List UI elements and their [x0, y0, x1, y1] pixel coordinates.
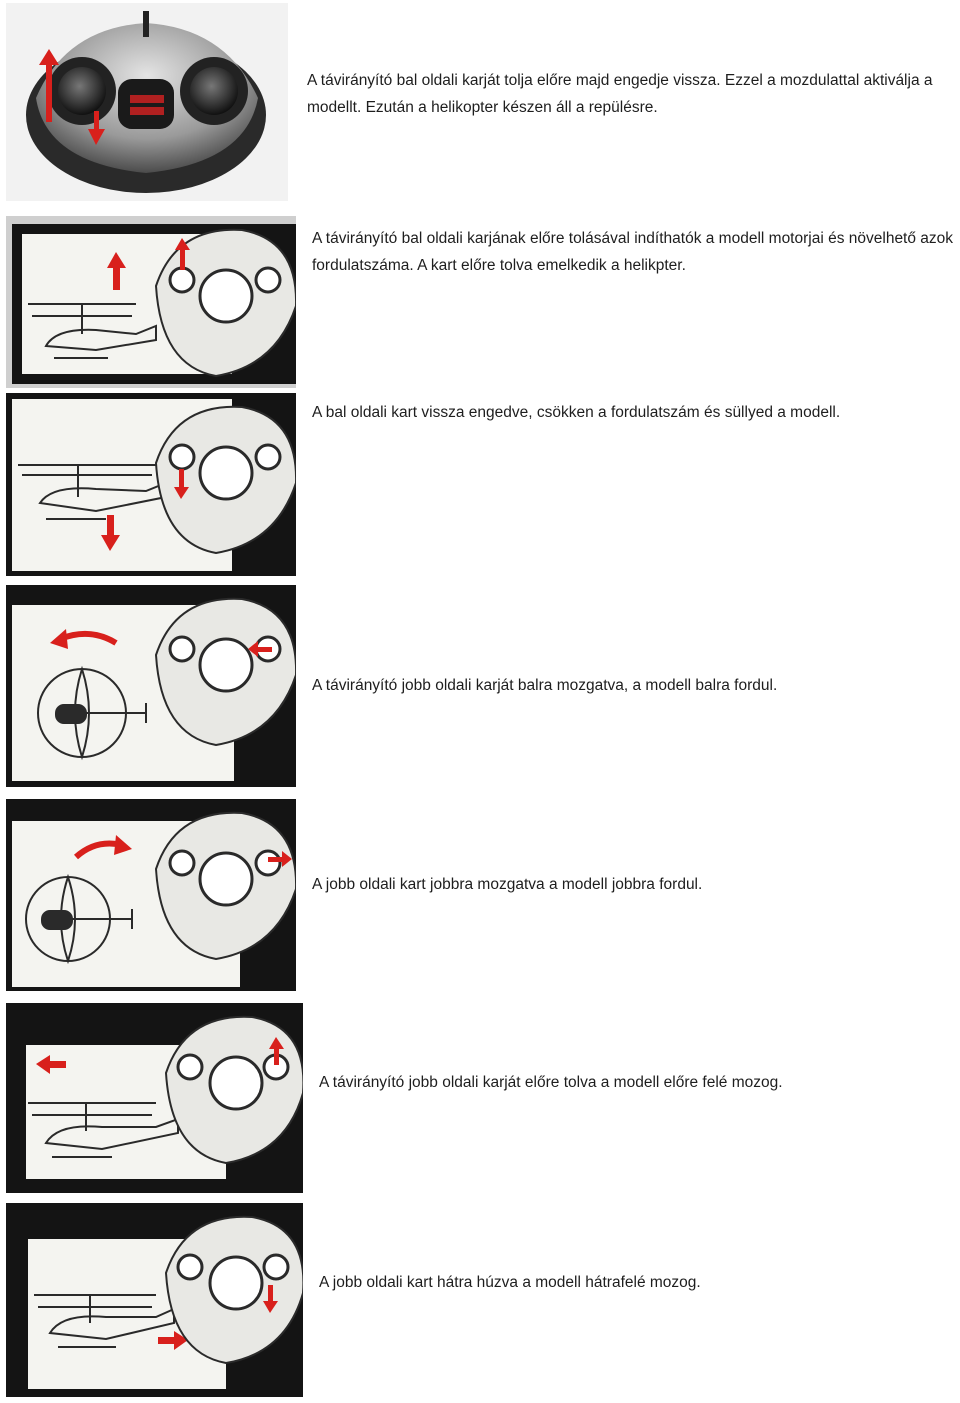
instruction-step-6 — [0, 1003, 960, 1193]
forward-diagram — [6, 1003, 303, 1193]
instruction-step-3 — [0, 393, 960, 576]
step-7-text: A jobb oldali kart hátra húzva a modell hátrafelé mozog. — [319, 1274, 701, 1291]
throttle-up-diagram — [6, 216, 296, 388]
instruction-step-4 — [0, 585, 960, 787]
throttle-down-diagram — [6, 393, 296, 576]
instruction-step-5 — [0, 799, 960, 991]
step-1-text: A távirányító bal oldali karját tolja előre majd engedje vissza. Ezzel a mozdulattal aktiválja a modellt. Ezután a helikopter készen áll a repülésre. — [307, 72, 933, 116]
instruction-step-7 — [0, 1203, 960, 1397]
backward-diagram — [6, 1203, 303, 1397]
step-5-text: A jobb oldali kart jobbra mozgatva a modell jobbra fordul. — [312, 876, 703, 893]
remote-photo — [6, 3, 288, 201]
instruction-step-1 — [0, 0, 960, 205]
step-6-text: A távirányító jobb oldali karját előre tolva a modell előre felé mozog. — [319, 1074, 783, 1091]
instruction-step-2 — [0, 216, 960, 388]
step-3-text: A bal oldali kart vissza engedve, csökken a fordulatszám és süllyed a modell. — [312, 404, 841, 421]
step-4-text: A távirányító jobb oldali karját balra mozgatva, a modell balra fordul. — [312, 677, 778, 694]
turn-left-diagram — [6, 585, 296, 787]
turn-right-diagram — [6, 799, 296, 991]
step-2-text: A távirányító bal oldali karjának előre tolásával indíthatók a modell motorjai és növelhető azok fordulatszáma. A kart előre tolva emelkedik a helikpter. — [312, 230, 954, 274]
